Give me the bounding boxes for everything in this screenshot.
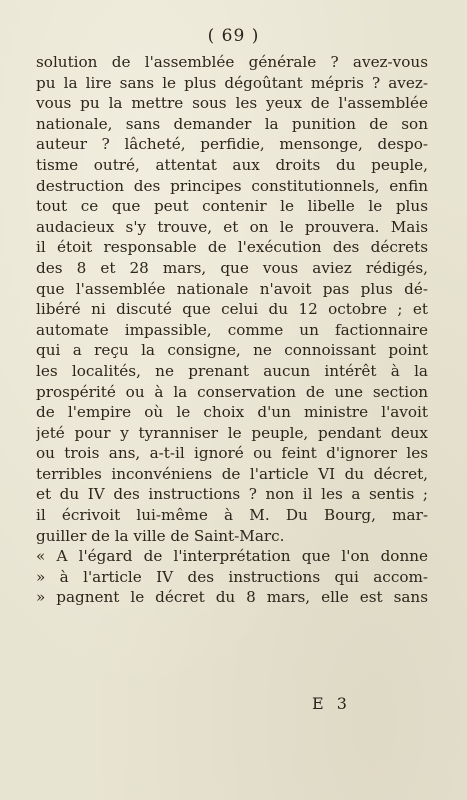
text-line: guiller de la ville de Saint-Marc. xyxy=(36,526,285,545)
body-text xyxy=(36,52,428,608)
text-line: terribles inconvéniens de l'article VI du décret, xyxy=(36,464,428,483)
quote-line: « A l'égard de l'interprétation que l'on donne xyxy=(36,547,428,566)
text-line: pu la lire sans le plus dégoûtant mépris ? avez- xyxy=(36,73,428,92)
text-line: et du IV des instructions ? non il les a sentis ; xyxy=(36,485,428,504)
text-line: tisme outré, attentat aux droits du peuple, xyxy=(36,155,428,174)
text-line: solution de l'assemblée générale ? avez-vous xyxy=(36,53,428,71)
quote-line: » à l'article IV des instructions qui accom- xyxy=(36,567,428,586)
text-line: nationale, sans demander la punition de son xyxy=(36,114,428,133)
text-line: ou trois ans, a-t-il ignoré ou feint d'ignorer les xyxy=(36,444,428,463)
text-line: il écrivoit lui-même à M. Du Bourg, mar- xyxy=(36,506,428,525)
printer-signature-mark: E 3 xyxy=(312,694,351,713)
text-line: jeté pour y tyranniser le peuple, pendant deux xyxy=(36,423,428,442)
text-line: audacieux s'y trouve, et on le prouvera. Mais xyxy=(36,217,428,236)
text-line: libéré ni discuté que celui du 12 octobre ; et xyxy=(36,300,428,319)
text-line: prospérité ou à la conservation de une section xyxy=(36,382,428,401)
text-line: il étoit responsable de l'exécution des décrets xyxy=(36,238,428,257)
text-line: vous pu la mettre sous les yeux de l'assemblée xyxy=(36,94,428,113)
text-line: les localités, ne prenant aucun intérêt à la xyxy=(36,361,428,380)
text-line: qui a reçu la consigne, ne connoissant point xyxy=(36,341,428,360)
text-line: auteur ? lâcheté, perfidie, mensonge, despo- xyxy=(36,135,428,154)
page-number: ( 69 ) xyxy=(207,26,260,46)
text-line: des 8 et 28 mars, que vous aviez rédigés, xyxy=(36,258,428,277)
text-line: tout ce que peut contenir le libelle le plus xyxy=(36,197,428,216)
text-line: de l'empire où le choix d'un ministre l'avoit xyxy=(36,403,428,422)
text-line: destruction des principes constitutionnels, enfin xyxy=(36,176,428,195)
text-line: que l'assemblée nationale n'avoit pas plus dé- xyxy=(36,279,428,298)
text-line: automate impassible, comme un factionnaire xyxy=(36,320,428,339)
quote-line: » pagnent le décret du 8 mars, elle est sans xyxy=(36,588,428,607)
